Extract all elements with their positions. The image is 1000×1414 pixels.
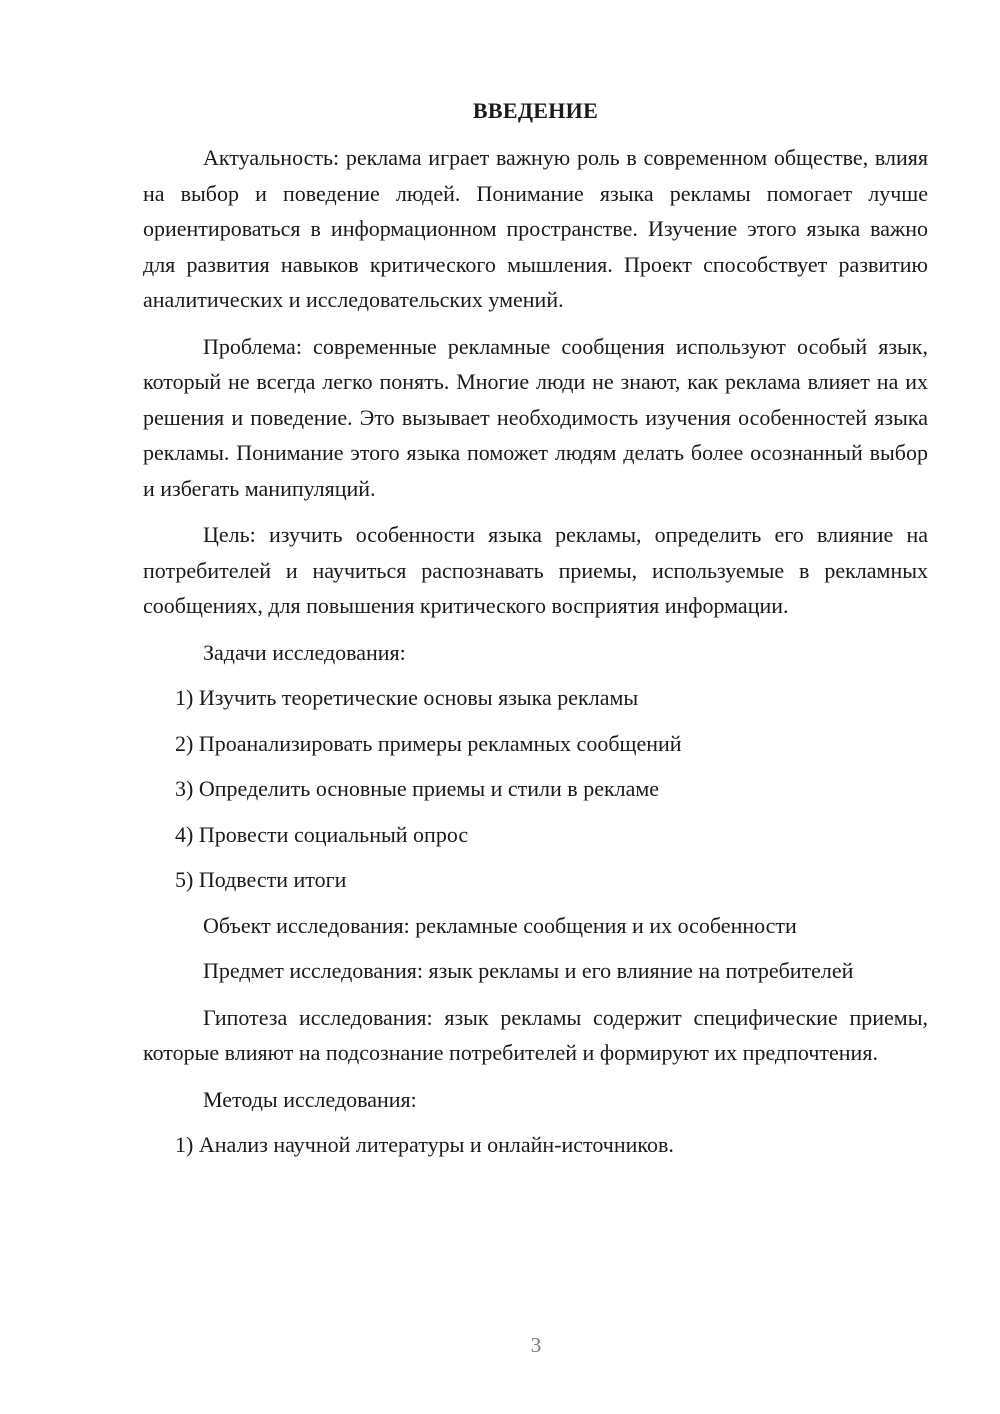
hypothesis-paragraph: Гипотеза исследования: язык рекламы содержит специфические приемы, которые влияют на подсознание потребителей и формируют их предпочтения. — [143, 1004, 928, 1065]
page-content — [143, 96, 928, 1173]
method-item: 1) Анализ научной литературы и онлайн-источников. — [175, 1132, 674, 1157]
section-title: ВВЕДЕНИЕ — [472, 98, 599, 123]
object-line: Объект исследования: рекламные сообщения и их особенности — [203, 912, 797, 938]
problem-paragraph: Проблема: современные рекламные сообщения используют особый язык, который не всегда легко понять. Многие люди не знают, как реклама влияет на их решения и поведение. Это вызывает необходимость изучения особенностей языка рекламы. Понимание этого языка поможет людям делать более осознанный выбор и избегать манипуляций. — [143, 333, 928, 501]
methods-heading: Методы исследования: — [203, 1086, 417, 1112]
goal-paragraph: Цель: изучить особенности языка рекламы, определить его влияние на потребителей и научиться распознавать приемы, используемые в рекламных сообщениях, для повышения критического восприятия информации. — [143, 522, 928, 618]
task-item: 2) Проанализировать примеры рекламных сообщений — [175, 730, 682, 756]
tasks-heading: Задачи исследования: — [203, 639, 406, 665]
page-number: 3 — [530, 1333, 542, 1357]
subject-paragraph: Предмет исследования: язык рекламы и его влияние на потребителей — [203, 958, 854, 983]
task-item: 5) Подвести итоги — [175, 867, 347, 892]
task-item: 4) Провести социальный опрос — [175, 821, 469, 847]
relevance-paragraph: Актуальность: реклама играет важную роль в современном обществе, влияя на выбор и поведение людей. Понимание языка рекламы помогает лучше ориентироваться в информационном пространстве. Изучение этого языка важно для развития навыков критического мышления. Проект способствует развитию аналитических и исследовательских умений. — [143, 145, 928, 312]
task-item: 1) Изучить теоретические основы языка рекламы — [175, 685, 639, 710]
task-item: 3) Определить основные приемы и стили в рекламе — [175, 776, 660, 801]
